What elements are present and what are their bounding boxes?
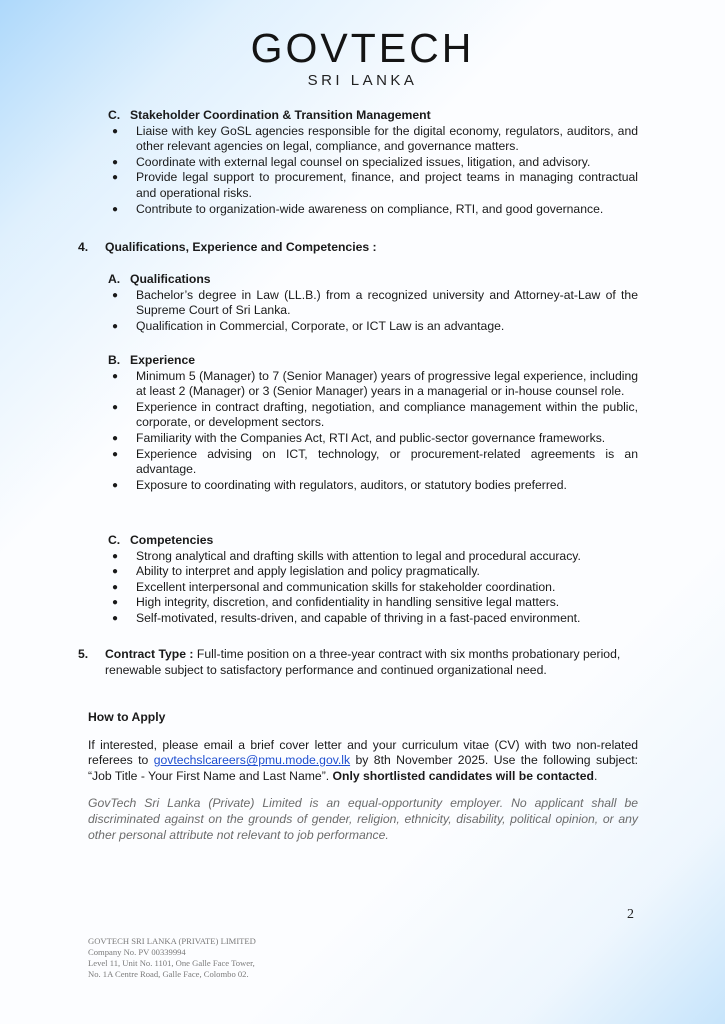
list-item: ● Self-motivated, results-driven, and capable of thriving in a fast-paced environment. <box>112 610 581 625</box>
list-item: ● Strong analytical and drafting skills with attention to legal and procedural accuracy. <box>112 548 581 563</box>
logo-subtitle: SRI LANKA <box>307 72 418 89</box>
stakeholder-coordination-section <box>108 108 638 217</box>
how-to-apply-heading: How to Apply <box>88 710 166 724</box>
page-number: 2 <box>627 907 634 922</box>
subsection-heading <box>108 353 638 369</box>
bullet-icon: ● <box>112 289 119 301</box>
equal-opportunity-statement: GovTech Sri Lanka (Private) Limited is an equal-opportunity employer. No applicant shall be discriminated against on the grounds of gender, religion, ethnicity, disability, political opinion, or any other personal attribute not relevant to job performance. <box>88 796 638 842</box>
email-link[interactable]: govtechslcareers@pmu.mode.gov.lk <box>153 753 351 768</box>
list-item: ● High integrity, discretion, and confidentiality in handling sensitive legal matters. <box>112 595 560 610</box>
subsection-heading <box>108 272 638 288</box>
contract-type-text: Contract Type : Full-time position on a three-year contract with six months probationary period, renewable subject to satisfactory performance and continued organizational need. <box>105 647 621 677</box>
contract-type-label: Contract Type : <box>105 647 194 661</box>
list-item: ● Excellent interpersonal and communication skills for stakeholder coordination. <box>112 579 556 594</box>
footer-company-number: Company No. PV 00339994 <box>88 947 186 957</box>
subsection-title: Qualifications <box>130 272 211 286</box>
footer-address-line1: Level 11, Unit No. 1101, One Galle Face Tower, <box>88 958 255 968</box>
bullet-icon: ● <box>112 432 119 444</box>
subsection-letter: B. <box>108 353 121 367</box>
competencies-section <box>108 533 638 627</box>
subsection-letter: C. <box>108 108 121 122</box>
bullet-icon: ● <box>112 320 119 332</box>
how-to-apply-text: If interested, please email a brief cover letter and your curriculum vitae (CV) with two non-related referees to govtechslcareers@pmu.mode.gov.lk by 8th November 2025. Use the following subject: “Job Title - Your First Name and Last Name”. Only shortlisted candidates will be contacted. <box>88 737 638 783</box>
bullet-icon: ● <box>112 203 119 215</box>
bullet-list <box>108 124 638 218</box>
section-number: 5. <box>78 647 89 661</box>
subsection-heading <box>108 108 638 124</box>
list-item: ● Qualification in Commercial, Corporate, or ICT Law is an advantage. <box>112 318 505 333</box>
list-item: ● Familiarity with the Companies Act, RTI Act, and public-sector governance frameworks. <box>112 430 606 445</box>
list-item: ● Contribute to organization-wide awareness on compliance, RTI, and good governance. <box>112 201 604 216</box>
footer-company-info <box>88 936 388 980</box>
footer-company-name: GOVTECH SRI LANKA (PRIVATE) LIMITED <box>88 936 256 946</box>
subsection-letter: A. <box>108 272 121 286</box>
bullet-icon: ● <box>112 172 119 184</box>
bullet-icon: ● <box>112 156 119 168</box>
subsection-heading <box>108 533 638 549</box>
section-number: 4. <box>78 240 89 254</box>
list-item: ● Coordinate with external legal counsel on specialized issues, litigation, and advisory. <box>112 154 591 169</box>
list-item: ● Bachelor’s degree in Law (LL.B.) from a recognized university and Attorney-at-Law of the Supreme Court of Sri Lanka. <box>112 287 638 318</box>
list-item: ● Exposure to coordinating with regulators, auditors, or statutory bodies preferred. <box>112 477 567 492</box>
list-item: ● Liaise with key GoSL agencies responsible for the digital economy, regulators, auditors, and other relevant agencies on legal, compliance, and governance matters. <box>112 123 638 154</box>
subsection-letter: C. <box>108 533 121 547</box>
experience-section <box>108 353 638 493</box>
bullet-list <box>108 549 638 627</box>
contract-type-section <box>78 647 638 678</box>
subsection-title: Stakeholder Coordination & Transition Management <box>130 108 431 122</box>
bullet-list <box>108 369 638 494</box>
bullet-list <box>108 288 638 335</box>
bullet-icon: ● <box>112 370 119 382</box>
bullet-icon: ● <box>112 597 119 609</box>
bullet-icon: ● <box>112 448 119 460</box>
bullet-icon: ● <box>112 125 119 137</box>
footer-address-line2: No. 1A Centre Road, Galle Face, Colombo 02. <box>88 969 249 979</box>
subsection-title: Experience <box>130 353 196 367</box>
list-item: ● Minimum 5 (Manager) to 7 (Senior Manager) years of progressive legal experience, including at least 2 (Manager) or 3 (Senior Manager) years in a managerial or in-house counsel role. <box>112 368 638 399</box>
shortlist-note: Only shortlisted candidates will be contacted <box>332 768 594 783</box>
bullet-icon: ● <box>112 401 119 413</box>
list-item: ● Experience in contract drafting, negotiation, and compliance management within the public, corporate, or development sectors. <box>112 399 638 430</box>
govtech-logo <box>0 26 725 89</box>
bullet-icon: ● <box>112 550 119 562</box>
how-to-apply-section <box>88 710 638 843</box>
list-item: ● Ability to interpret and apply legislation and policy pragmatically. <box>112 564 480 579</box>
bullet-icon: ● <box>112 479 119 491</box>
subsection-title: Competencies <box>130 533 214 547</box>
list-item: ● Experience advising on ICT, technology, or procurement-related agreements is an advantage. <box>112 446 638 477</box>
bullet-icon: ● <box>112 581 119 593</box>
bullet-icon: ● <box>112 566 119 578</box>
list-item: ● Provide legal support to procurement, finance, and project teams in managing contractual and operational risks. <box>112 170 638 200</box>
section-heading-qualifications <box>78 240 638 256</box>
qualifications-section <box>108 272 638 334</box>
bullet-icon: ● <box>112 612 119 624</box>
section-title: Qualifications, Experience and Competencies : <box>105 240 377 254</box>
logo-wordmark: GOVTECH <box>250 25 475 71</box>
